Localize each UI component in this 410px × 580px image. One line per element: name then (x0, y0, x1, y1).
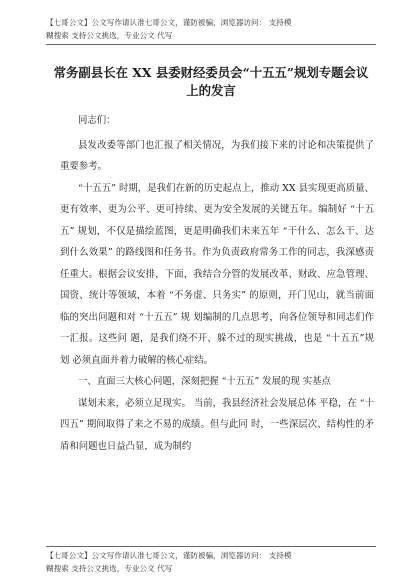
paragraph-3: 谋划未来，必须立足现实。 当前，我县经济社会发展总体 平稳，在 “十四五” 期间取得了来之不易的成绩。但与此同 时，一些深层次、结构性的矛盾和问题也日益凸显，成为制约 (60, 397, 374, 452)
greeting: 同志们： (78, 115, 116, 126)
document-title (46, 64, 376, 100)
title-line-2: 上的发言 (186, 83, 236, 98)
title-line-1: 常务副县长在 XX 县委财经委员会“十五五”规划专题会议 (53, 65, 369, 80)
page-footer (46, 546, 376, 575)
page-header (46, 16, 376, 45)
footer-divider (46, 546, 376, 547)
header-line-2: 糊搜索 支持公文挑选，专业公文 代写 (46, 31, 173, 40)
paragraph-2: “十五五” 时期，是我们在新的历史起点上，推动 XX 县实现更高质量、更有效率、更为公平、更可持续、更为安全发展的关键五年。编制好 “十五五” 规划，不仅是描绘蓝图，更是明确我们未来五年 “干什么、怎么干、达到什么效果” 的路线图和任务书。作为负责政府常务工作的同志，我深感责任重大。根据会议安排，下面，我结合分管的发展改革、财政、应急管理、国资、统计等领域，本着 “不务虚、只务实” 的原则，开门见山，就当前面临的突出问题和对 “十五五” 规 划编制的几点思考，向各位领导和同志们作一汇报。这些问 题，是我们绕不开、躲不过的现实挑战，也是 “十五五”规划 必须直面并着力破解的核心症结。 (60, 182, 374, 366)
header-line-1: 【七哥公文】公文写作请认准七哥公文，谨防被骗，浏览器访问： 支持模 (46, 18, 292, 27)
document-body (60, 110, 374, 457)
section-heading-1: 一、直面三大核心问题，深刻把握 “十五五” 发展的现 实基点 (78, 376, 331, 387)
footer-line-1: 【七哥公文】公文写作请认准七哥公文，谨防被骗，浏览器访问： 支持模 (46, 551, 292, 560)
header-divider (46, 44, 376, 45)
paragraph-1: 县发改委等部门也汇报了相关情况，为我们接下来的讨论和决策提供了重要参考。 (60, 139, 374, 172)
footer-line-2: 糊搜索 支持公文挑选，专业公文 代写 (46, 564, 173, 573)
